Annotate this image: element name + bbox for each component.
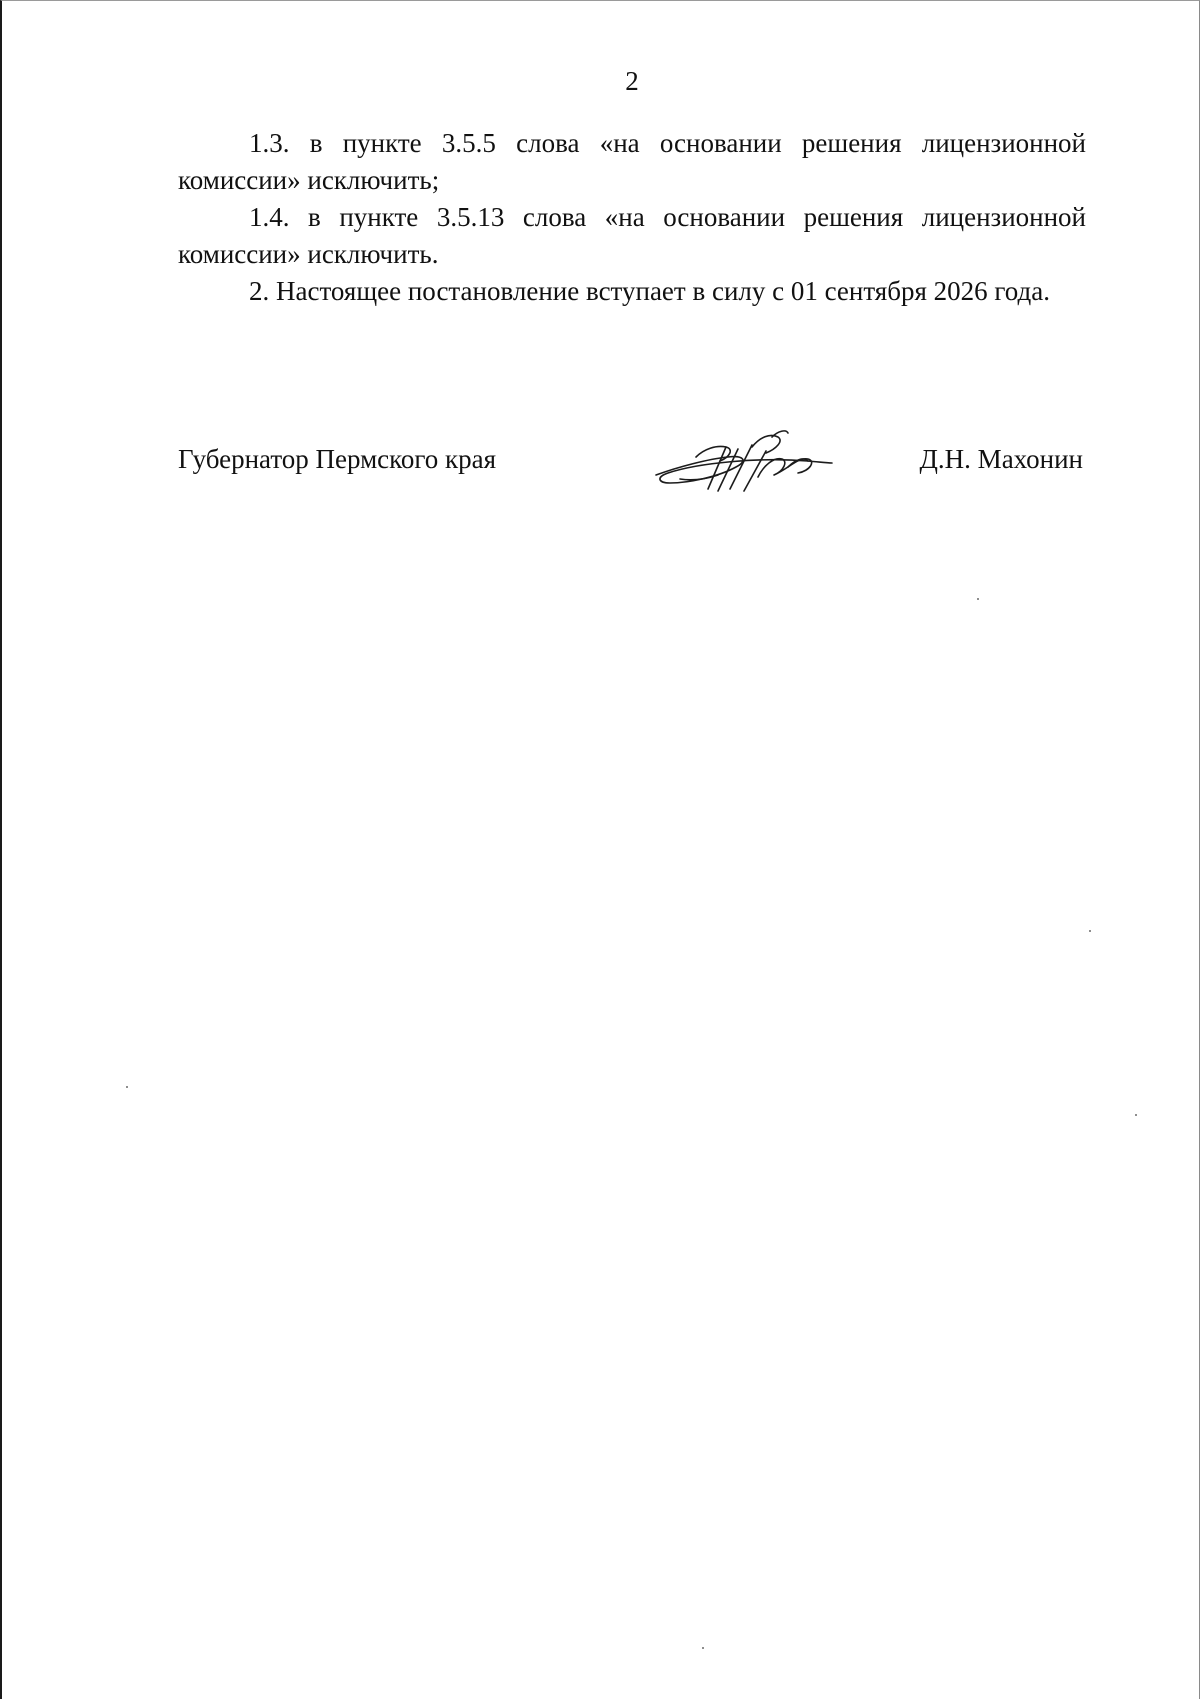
scan-speck (1089, 930, 1091, 932)
handwritten-signature (648, 427, 833, 509)
scan-speck (702, 1647, 704, 1649)
signatory-name: Д.Н. Махонин (919, 444, 1083, 474)
signatory-title: Губернатор Пермского края (178, 444, 497, 474)
signature-block (178, 439, 1083, 499)
paragraph-1-4: 1.4. в пункте 3.5.13 слова «на основании решения лицензионной комиссии» исключить. (178, 202, 1086, 269)
paragraph-1-3: 1.3. в пункте 3.5.5 слова «на основании решения лицензионной комиссии» исключить; (178, 128, 1086, 195)
scan-speck (1135, 1114, 1137, 1116)
document-body (178, 125, 1086, 310)
scan-speck (126, 1086, 128, 1088)
page-number: 2 (625, 66, 639, 96)
scan-speck (977, 598, 979, 600)
paragraph-2: 2. Настоящее постановление вступает в силу с 01 сентября 2026 года. (249, 276, 1050, 306)
